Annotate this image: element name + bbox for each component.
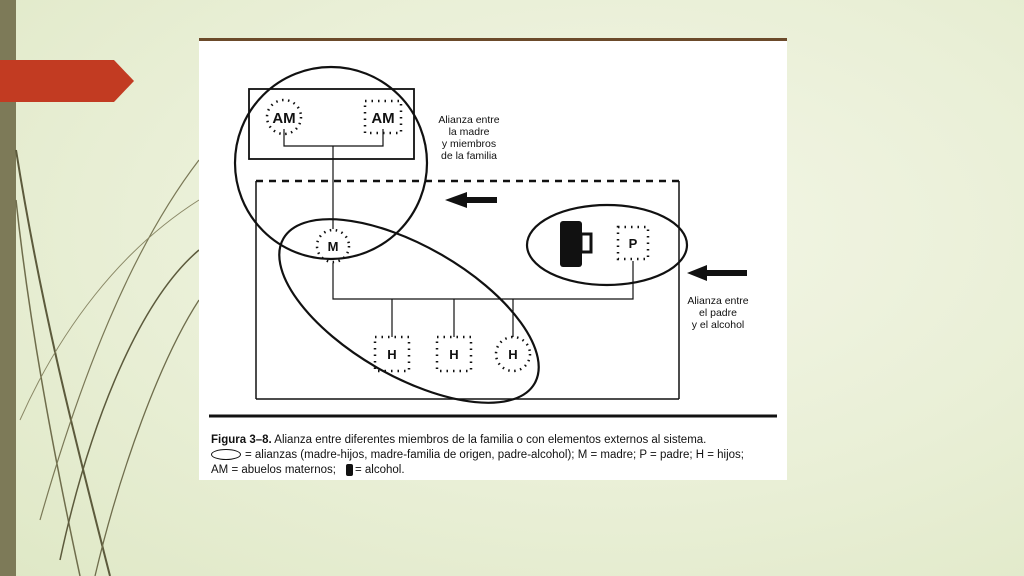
annotation-right-1: Alianza entre — [687, 295, 749, 307]
annotation-top-2: la madre — [448, 126, 490, 138]
label-child-2: H — [449, 347, 459, 362]
annotation-right-3: y el alcohol — [691, 319, 745, 331]
mug-handle — [581, 234, 591, 252]
arrow-left-top-head — [445, 192, 467, 208]
red-arrow-bullet — [0, 60, 136, 104]
alliance-ellipse-mother-children — [251, 182, 567, 440]
alliance-oval-icon — [211, 449, 241, 460]
annotation-right-2: el padre — [699, 307, 737, 319]
grandparents-link — [284, 129, 383, 146]
label-child-1: H — [387, 347, 397, 362]
caption-text-3a: AM = abuelos maternos; — [211, 464, 336, 476]
marriage-line — [333, 261, 633, 299]
family-diagram — [199, 41, 787, 480]
figure-caption — [211, 433, 781, 478]
label-father: P — [628, 236, 638, 251]
caption-text-2: = alianzas (madre-hijos, madre-familia de origen, padre-alcohol); M = madre; P = padre; H = hijos; — [245, 449, 744, 461]
label-grandmother-1: AM — [272, 110, 296, 127]
annotation-top-4: de la familia — [440, 150, 498, 162]
label-grandmother-2: AM — [371, 110, 395, 127]
caption-text-3b: = alcohol. — [354, 464, 405, 476]
figure-image — [199, 38, 787, 480]
arrow-left-right-head — [687, 265, 707, 281]
caption-text-1: Alianza entre diferentes miembros de la familia o con elementos externos al sistema. — [271, 434, 707, 446]
caption-line-2 — [211, 448, 781, 463]
annotation-top-1: Alianza entre — [438, 114, 500, 126]
caption-line-1 — [211, 433, 781, 448]
caption-title: Figura 3–8. — [211, 434, 272, 446]
alcohol-mug-icon — [560, 221, 582, 267]
label-mother: M — [327, 239, 339, 254]
annotation-top-3: y miembros — [441, 138, 497, 150]
alcohol-icon — [346, 464, 353, 476]
caption-line-3 — [211, 463, 781, 478]
alliance-ellipse-father-alcohol — [527, 205, 687, 285]
label-child-3: H — [508, 347, 518, 362]
